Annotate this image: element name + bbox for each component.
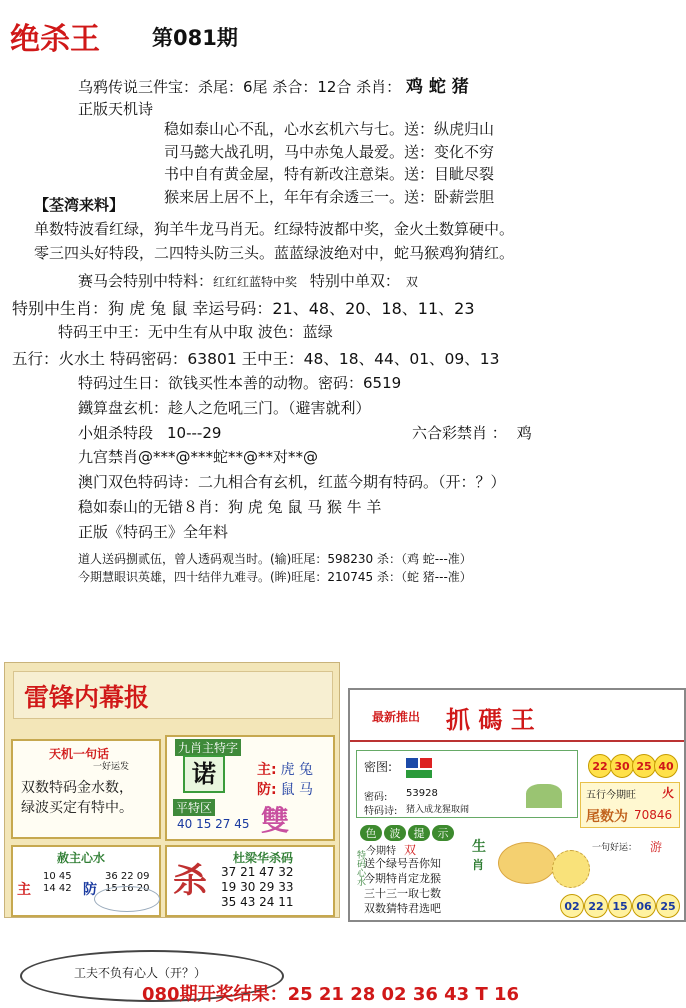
tematxt-value: 猪入成龙猩取闹: [406, 805, 470, 815]
bose-chip: 色: [360, 825, 382, 841]
bose-row: [360, 822, 454, 841]
line-liuhe: [412, 422, 532, 443]
shazhu-row: 35 43 24 11: [221, 895, 294, 909]
fang-value: 鼠 马: [280, 782, 314, 798]
shazhu-rows: [221, 865, 294, 910]
line-daoren-1: 道人送码捌贰伍，曾人透码观当时。(输)旺尾：598230 杀：（鸡 蛇---准）: [78, 552, 472, 566]
bottom-ball: 15: [608, 894, 632, 918]
line-saima: [78, 270, 418, 291]
saima-value: 红红红蓝特中奖: [213, 275, 298, 289]
shazhu-row: 37 21 47 32: [221, 865, 294, 879]
verse-line: 双数猜特君选吧: [364, 902, 441, 915]
nums-left: 10 45 14 42: [43, 871, 72, 894]
sha-glyph: 杀: [173, 861, 207, 901]
verse-line: 三十三一取七数: [364, 887, 441, 900]
brand-title: 绝杀王: [10, 22, 100, 57]
zhu-box: [165, 735, 335, 841]
line-wuya-text: 乌鸦传说三件宝：杀尾：6尾 杀合：12合 杀肖：: [78, 78, 402, 96]
saima2-value: 双: [405, 275, 418, 289]
ju-value: 游: [650, 840, 663, 854]
line-tiesuan: 鐵算盘玄机：趁人之危吼三门。（避害就利）: [78, 399, 371, 417]
line-xiaojie: [78, 422, 221, 443]
bose-chip: 波: [384, 825, 406, 841]
line-daoren-2: 今期慧眼识英雄，四十结伴九难寻。(眸)旺尾：210745 杀：（蛇 猪---准）: [78, 570, 472, 584]
quote-line-1: 单数特波看红绿，狗羊牛龙马肖无。红绿特波都中奖，金火土数算硬中。: [34, 220, 515, 238]
zhuama-tag: 最新推出: [372, 710, 421, 724]
tematxt-label: 特码诗:: [364, 806, 398, 817]
wuxing-value: 火: [662, 786, 675, 800]
decor-oval: [94, 886, 160, 912]
zhu-value: 虎 兔: [280, 762, 314, 778]
shazhu-title: 杜梁华杀码: [233, 851, 294, 865]
line-guoshengri: 特码过生日：欲钱买性本善的动物。密码：6519: [78, 374, 402, 392]
xingyun-title: 九肖主特字: [175, 739, 241, 756]
xiao-glyph: 肖: [472, 858, 485, 872]
verse-line: 送个绿号吾你知: [364, 857, 441, 870]
line-temawang: 特码王中王：无中生有从中取 波色：蓝绿: [58, 323, 333, 341]
bose-chip: 提: [408, 825, 430, 841]
liuhe-value: 鸡: [516, 424, 532, 442]
bottom-ball: 22: [584, 894, 608, 918]
line-aomen: 澳门双色特码诗：二九相合有玄机，红蓝今期有特码。（开：？）: [78, 473, 506, 491]
vertical-label: 特码心水: [355, 850, 365, 886]
poem-line: 书中自有黄金屋，特有新改注意柒。送：目眦尽裂: [164, 165, 495, 183]
tianji-small: 一好运发: [93, 762, 130, 772]
pingte-nums: 40 15 27 45: [177, 817, 250, 831]
zhenxin-title: 赦主心水: [57, 851, 106, 865]
mima-image: [406, 758, 434, 780]
issue-number: 第081期: [152, 26, 238, 50]
quote-line-2: 零三四头好特段，二四特头防三头。蓝蓝绿波绝对中，蛇马猴鸡狗猜红。: [34, 244, 515, 262]
nuo-badge: 诺: [183, 755, 225, 793]
sheng-glyph: 生: [472, 839, 486, 855]
shuang-glyph: 雙: [261, 804, 290, 837]
liuhe-label: 六合彩禁肖 ：: [412, 424, 507, 442]
bottom-ball: 02: [560, 894, 584, 918]
xiaojie-value: 10---29: [167, 424, 222, 442]
tianji-title: 天机一句话: [49, 747, 110, 761]
draw-result: 080期开奖结果：25 21 28 02 36 43 T 16: [142, 984, 520, 1005]
nums-right: 36 22 09 15 16 20: [105, 871, 150, 894]
tianji-text-1: 双数特码金水数，: [21, 780, 133, 796]
saima-label: 赛马会特别中特料：: [78, 272, 214, 290]
shazhu-row: 19 30 29 33: [221, 880, 294, 894]
line-wencuo: 稳如泰山的无错８肖：狗 虎 兔 鼠 马 猴 牛 羊: [78, 498, 382, 516]
bottom-ball: 25: [656, 894, 680, 918]
fang2-label: 防: [83, 882, 97, 898]
mima-label: 密图:: [364, 760, 393, 774]
source-label: 【荃湾来料】: [34, 196, 125, 214]
code-value: 53928: [406, 788, 438, 799]
zhu-row: [257, 759, 313, 779]
weishu-value: 70846: [634, 808, 673, 822]
weishu-label: 尾数为: [586, 809, 628, 825]
code-label: 密码:: [364, 792, 388, 803]
verse-line: 今期特肖定龙猴: [364, 872, 441, 885]
zhu2-label: 主: [17, 882, 31, 898]
top-ball: 25: [632, 754, 656, 778]
pingte-label: 平特区: [173, 799, 215, 816]
sun-illustration: [552, 850, 590, 888]
figure-illustration: [526, 784, 562, 808]
line-zhengban: 正版《特码王》全年料: [78, 523, 229, 541]
jinqi-label: 今期特: [366, 846, 396, 857]
line-wuxing: 五行：火水土 特码密码：63801 王中王：48、18、44、01、09、13: [12, 350, 500, 368]
leifeng-header: [13, 671, 333, 719]
tianji-text-2: 绿波买定有特中。: [21, 800, 133, 816]
line-wuya: [78, 72, 469, 97]
top-ball: 30: [610, 754, 634, 778]
cloud-text: 工夫不负有心人（开？）: [74, 966, 207, 980]
fang-label: 防:: [257, 782, 277, 798]
line-tebie: 特别中生肖：狗 虎 兔 鼠 幸运号码：21、48、20、18、11、23: [12, 299, 475, 318]
poem-line: 猴来居上居不上，年年有余透三一。送：卧薪尝胆: [164, 187, 495, 206]
bose-chip: 示: [432, 825, 454, 841]
poem-block: [164, 118, 494, 208]
top-ball: 40: [654, 754, 678, 778]
top-ball: 22: [588, 754, 612, 778]
xiaojie-label: 小姐杀特段: [78, 424, 154, 442]
wuxing-label: 五行今期旺: [586, 790, 636, 801]
bottom-ball: 06: [632, 894, 656, 918]
zhuama-panel: [348, 688, 686, 922]
fang-row: [257, 779, 313, 799]
line-tianji-title: 正版天机诗: [78, 100, 154, 118]
line-wuya-shengxiao: 鸡 蛇 猪: [405, 77, 469, 97]
ju-label: 一句好运：: [592, 843, 638, 853]
zhu-label: 主:: [257, 762, 277, 778]
poem-line: 司马懿大战孔明，马中赤兔人最爱。送：变化不穷: [164, 142, 495, 161]
zhuama-title: 抓 碼 王: [446, 705, 535, 734]
rooster-illustration: [498, 842, 556, 884]
poem-line: 稳如泰山心不乱，心水玄机六与七。送：纵虎归山: [164, 120, 495, 138]
verse-block: [364, 856, 441, 916]
line-jiugong: 九宫禁肖@***@***蛇**@**对**@: [78, 448, 319, 466]
shazhu-box: [165, 845, 335, 917]
saima2-label: 特别中单双：: [309, 272, 400, 290]
leifeng-title: 雷锋内幕报: [24, 683, 150, 712]
jinqi-value: 双: [404, 843, 417, 857]
leifeng-panel: [4, 662, 340, 918]
tianji-box: [11, 739, 161, 839]
